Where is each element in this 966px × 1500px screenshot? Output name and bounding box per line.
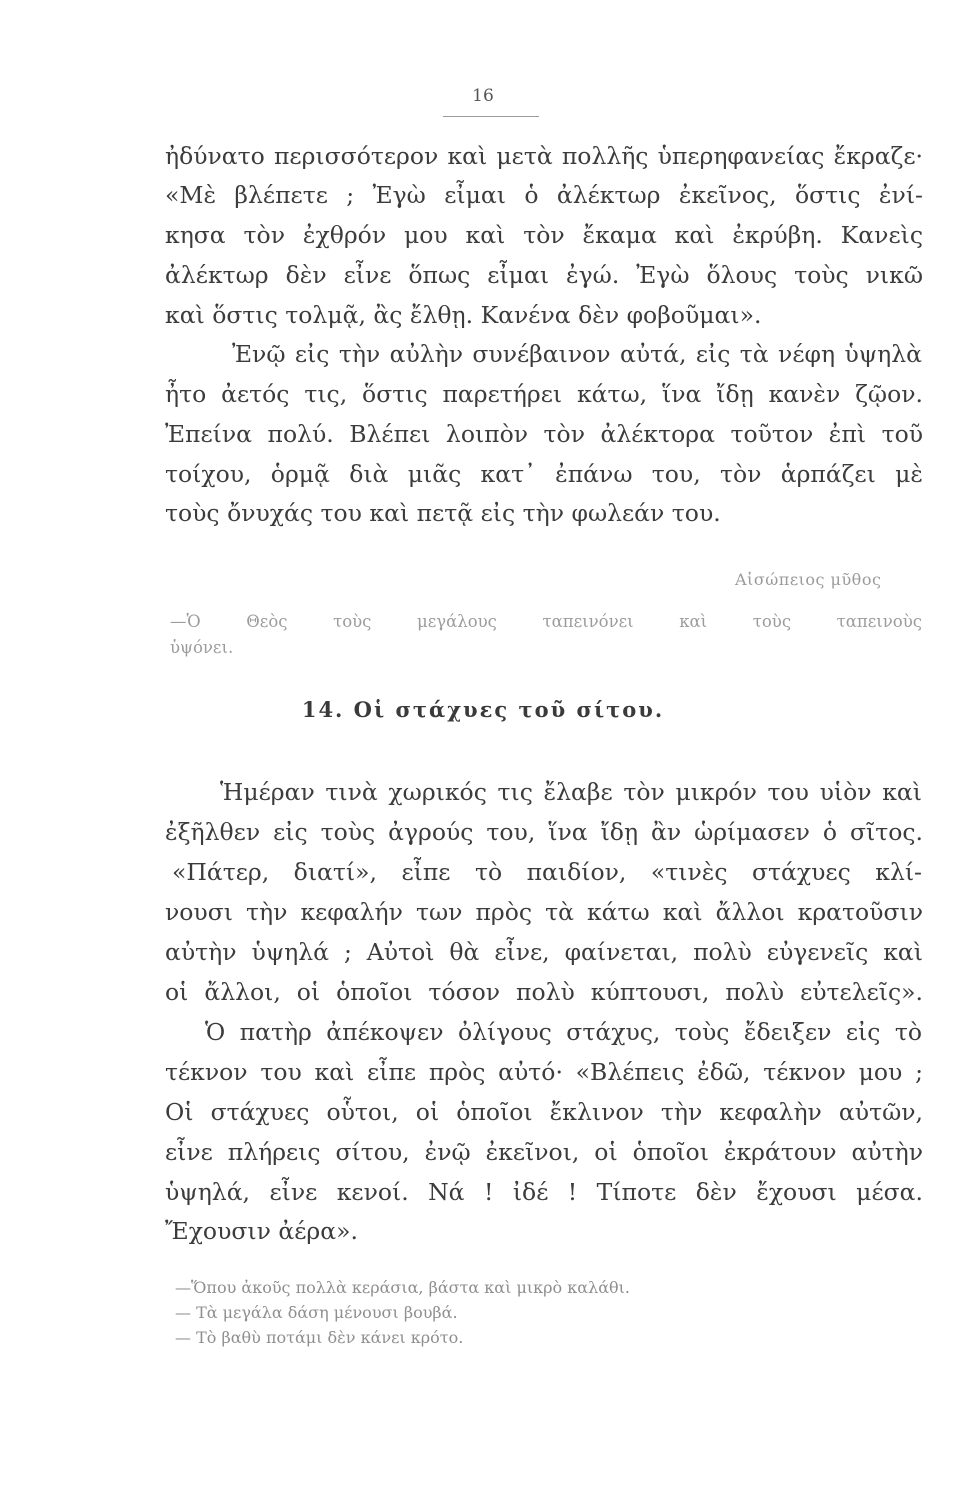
page-number: 16 [472,86,494,106]
text-line: Ἐνῷ εἰς τὴν αὐλὴν συνέβαινον αὐτά, εἰς τὰ νέφη ὑψηλὰ [232,340,922,368]
text-line: Ἡμέραν τινὰ χωρικός τις ἔλαβε τὸν μικρόν του υἱὸν καὶ [220,778,922,806]
text-line: ἐξῆλθεν εἰς τοὺς ἀγρούς του, ἵνα ἴδῃ ἂν ὡρίμασεν ὁ σῖτος. [165,818,923,846]
text-line: αὐτὴν ὑψηλά ; Αὐτοὶ θὰ εἶνε, φαίνεται, πολὺ εὐγενεῖς καὶ [165,938,923,966]
text-line: νουσι τὴν κεφαλήν των πρὸς τὰ κάτω καὶ ἄλλοι κρατοῦσιν [165,898,923,926]
text-line: κησα τὸν ἐχθρόν μου καὶ τὸν ἔκαμα καὶ ἐκρύβη. Κανεὶς [165,221,923,249]
text-line: ὑψηλά, εἶνε κενοί. Νά ! ἰδέ ! Τίποτε δὲν ἔχουσι μέσα. [165,1178,923,1206]
text-line: «Μὲ βλέπετε ; Ἐγὼ εἶμαι ὁ ἀλέκτωρ ἐκεῖνος, ὅστις ἐνί- [165,181,923,209]
text-line: Ἔχουσιν ἀέρα». [165,1217,358,1245]
text-line: τοίχου, ὁρμᾷ διὰ μιᾶς κατ᾽ ἐπάνω του, τὸν ἁρπάζει μὲ [165,460,923,488]
proverb-line: —Ὅπου ἀκοῦς πολλὰ κεράσια, βάστα καὶ μικρὸ καλάθι. [175,1278,631,1297]
text-line: Οἱ στάχυες οὗτοι, οἱ ὁποῖοι ἔκλινον τὴν κεφαλὴν αὐτῶν, [165,1098,923,1126]
text-line: ἀλέκτωρ δὲν εἶνε ὅπως εἶμαι ἐγώ. Ἐγὼ ὅλους τοὺς νικῶ [165,261,923,289]
attribution: Αἰσώπειος μῦθος [735,570,882,589]
text-line: ἠδύνατο περισσότερον καὶ μετὰ πολλῆς ὑπερηφανείας ἔκραζε· [165,142,923,170]
text-line: ἦτο ἀετός τις, ὅστις παρετήρει κάτω, ἵνα ἴδῃ κανὲν ζῷον. [165,380,923,408]
moral-line: ὑψόνει. [170,638,234,657]
moral-line: —Ὁ Θεὸς τοὺς μεγάλους ταπεινόνει καὶ τοὺς ταπεινοὺς [170,612,922,631]
proverb-line: — Τὸ βαθὺ ποτάμι δὲν κάνει κρότο. [175,1328,464,1347]
section-heading: 14. Οἱ στάχυες τοῦ σίτου. [301,697,665,722]
text-line: τέκνον του καὶ εἶπε πρὸς αὐτό· «Βλέπεις ἐδῶ, τέκνον μου ; [165,1058,923,1086]
text-line: οἱ ἄλλοι, οἱ ὁποῖοι τόσον πολὺ κύπτουσι, πολὺ εὐτελεῖς». [165,978,923,1006]
text-line: Ἐπείνα πολύ. Βλέπει λοιπὸν τὸν ἀλέκτορα τοῦτον ἐπὶ τοῦ [165,420,923,448]
text-line: Ὁ πατὴρ ἀπέκοψεν ὀλίγους στάχυς, τοὺς ἔδειξεν εἰς τὸ [205,1018,922,1046]
header-rule [443,116,539,117]
text-line: εἶνε πλήρεις σίτου, ἐνῷ ἐκεῖνοι, οἱ ὁποῖοι ἐκράτουν αὐτὴν [165,1138,923,1166]
text-line: τοὺς ὄνυχάς του καὶ πετᾷ εἰς τὴν φωλεάν του. [165,499,721,527]
proverb-line: — Τὰ μεγάλα δάση μένουσι βουβά. [175,1303,458,1322]
text-line: καὶ ὅστις τολμᾷ, ἂς ἔλθῃ. Κανένα δὲν φοβοῦμαι». [165,301,762,329]
text-line: «Πάτερ, διατί», εἶπε τὸ παιδίον, «τινὲς στάχυες κλί- [172,858,922,886]
